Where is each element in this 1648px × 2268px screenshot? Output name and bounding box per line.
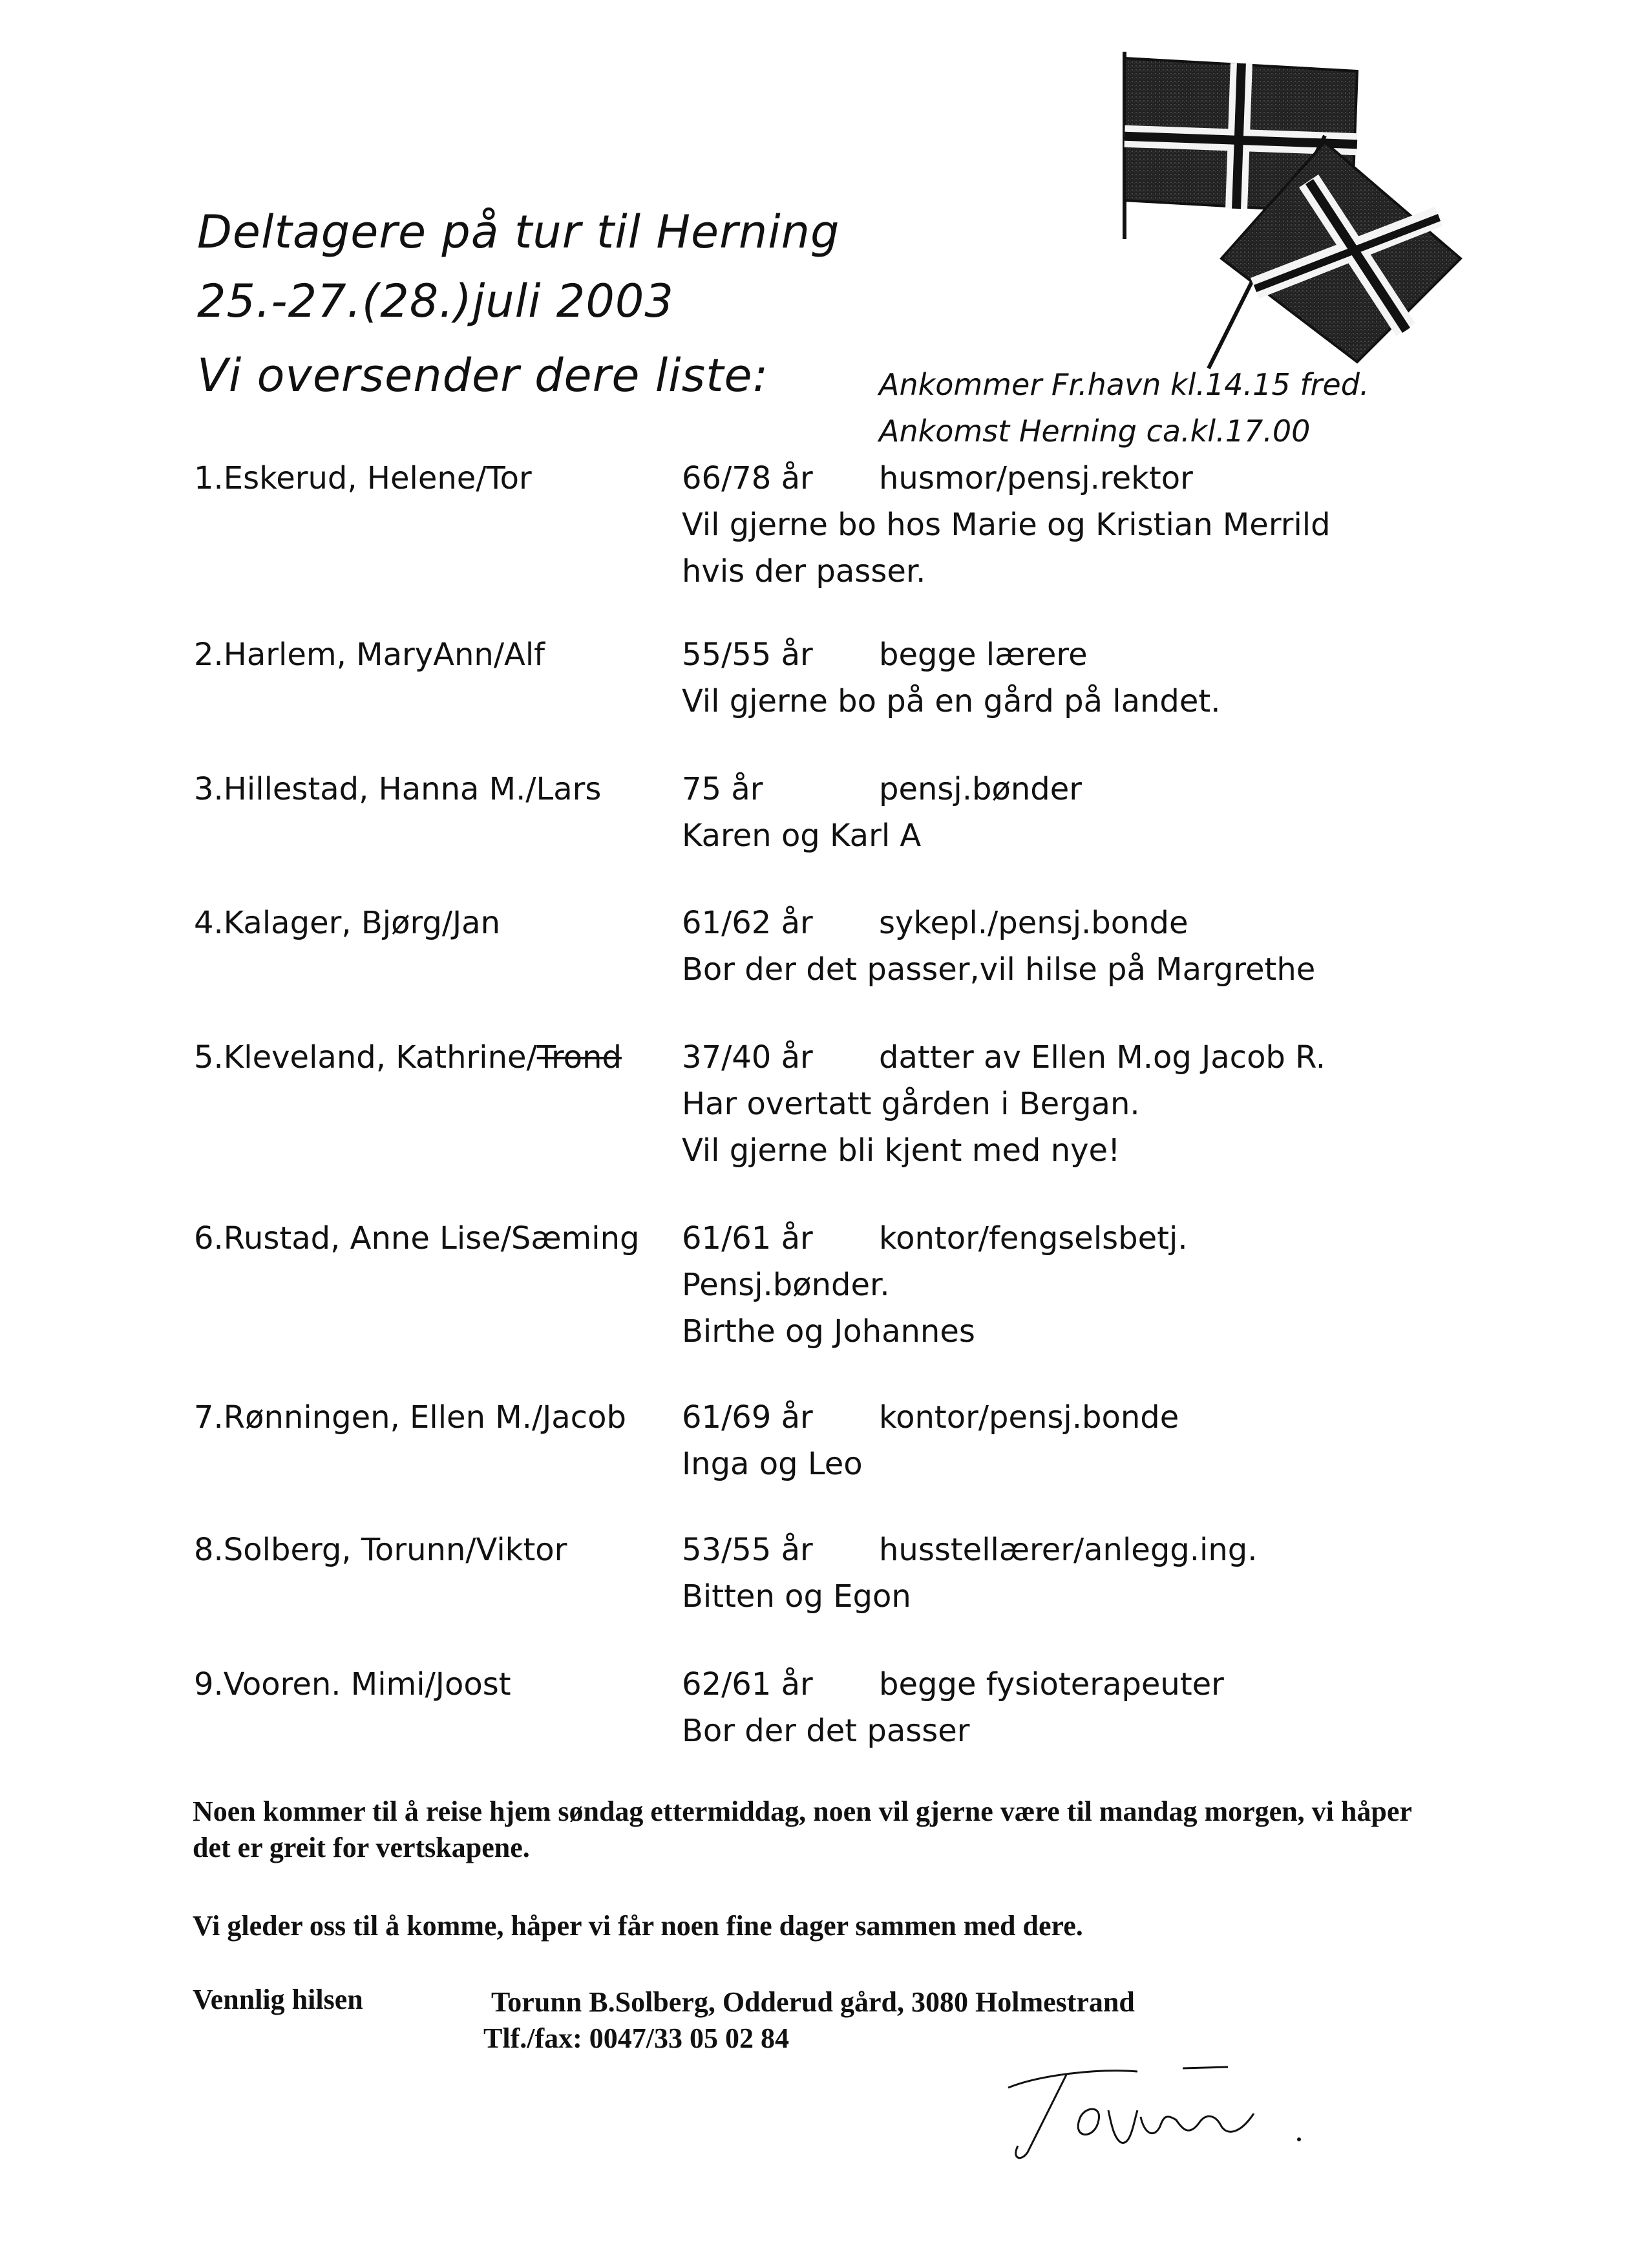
participant-name: 9.Vooren. Mimi/Joost [194, 1666, 511, 1702]
participant-entry-8 [194, 1532, 1486, 1625]
participant-note: Bitten og Egon [682, 1578, 911, 1615]
participant-occupation: begge fysioterapeuter [879, 1666, 1224, 1702]
participant-note: Pensj.bønder. [682, 1267, 890, 1303]
sender-phone: Tlf./fax: 0047/33 05 02 84 [483, 2022, 789, 2054]
participant-note: Bor der det passer,vil hilse på Margrethe [682, 951, 1316, 988]
participant-entry-9 [194, 1666, 1486, 1759]
participant-name: 3.Hillestad, Hanna M./Lars [194, 771, 602, 807]
participant-name-prefix: 5.Kleveland, Kathrine/ [194, 1039, 537, 1076]
participant-occupation: pensj.bønder [879, 771, 1083, 807]
participant-entry-6 [194, 1220, 1486, 1360]
participant-occupation: datter av Ellen M.og Jacob R. [879, 1039, 1326, 1076]
participant-name: 1.Eskerud, Helene/Tor [194, 460, 532, 496]
participant-name [194, 1039, 622, 1076]
participant-note: Vil gjerne bli kjent med nye! [682, 1132, 1121, 1169]
participant-entry-1 [194, 460, 1486, 600]
participant-age: 53/55 år [682, 1532, 813, 1568]
participant-note: hvis der passer. [682, 553, 926, 589]
participant-age: 61/61 år [682, 1220, 813, 1256]
arrival-line-2: Ankomst Herning ca.kl.17.00 [879, 414, 1311, 449]
participant-note: Inga og Leo [682, 1446, 863, 1482]
participant-age: 66/78 år [682, 460, 813, 496]
participant-occupation: husmor/pensj.rektor [879, 460, 1193, 496]
paragraph-looking-forward: Vi gleder oss til å komme, håper vi får noen fine dager sammen med dere. [193, 1910, 1083, 1942]
participant-occupation: sykepl./pensj.bonde [879, 905, 1188, 941]
participant-name: 4.Kalager, Bjørg/Jan [194, 905, 500, 941]
struck-name: Trond [536, 1039, 622, 1076]
participant-name: 8.Solberg, Torunn/Viktor [194, 1532, 567, 1568]
participant-occupation: husstellærer/anlegg.ing. [879, 1532, 1258, 1568]
participant-entry-2 [194, 637, 1486, 730]
participant-name: 2.Harlem, MaryAnn/Alf [194, 637, 545, 673]
participant-note: Birthe og Johannes [682, 1313, 975, 1350]
participant-age: 55/55 år [682, 637, 813, 673]
participant-occupation: kontor/fengselsbetj. [879, 1220, 1188, 1256]
title-line-2: 25.-27.(28.)juli 2003 [197, 275, 674, 328]
participant-occupation: kontor/pensj.bonde [879, 1399, 1179, 1436]
participant-entry-4 [194, 905, 1486, 998]
participant-note: Vil gjerne bo på en gård på landet. [682, 683, 1221, 719]
participant-age: 37/40 år [682, 1039, 813, 1076]
participant-occupation: begge lærere [879, 637, 1088, 673]
participant-entry-5 [194, 1039, 1486, 1179]
flags-illustration [1112, 45, 1474, 381]
title-line-3: Vi oversender dere liste: [197, 349, 769, 402]
participant-entry-7 [194, 1399, 1486, 1492]
sender-address: Torunn B.Solberg, Odderud gård, 3080 Holmestrand [491, 1986, 1135, 2018]
participant-note: Har overtatt gården i Bergan. [682, 1086, 1140, 1122]
participant-name: 7.Rønningen, Ellen M./Jacob [194, 1399, 626, 1436]
participant-age: 62/61 år [682, 1666, 813, 1702]
participant-age: 61/62 år [682, 905, 813, 941]
closing-greeting: Vennlig hilsen [193, 1984, 363, 2015]
participant-note: Bor der det passer [682, 1713, 970, 1749]
title-line-1: Deltagere på tur til Herning [197, 206, 840, 259]
participant-name: 6.Rustad, Anne Lise/Sæming [194, 1220, 640, 1256]
participant-entry-3 [194, 771, 1486, 864]
handwritten-signature [982, 2049, 1344, 2165]
participant-note: Vil gjerne bo hos Marie og Kristian Merrild [682, 507, 1331, 543]
arrival-line-1: Ankommer Fr.havn kl.14.15 fred. [879, 367, 1369, 402]
participant-age: 75 år [682, 771, 763, 807]
participant-age: 61/69 år [682, 1399, 813, 1436]
paragraph-hosts: Noen kommer til å reise hjem søndag ettermiddag, noen vil gjerne være til mandag morgen, vi håper det er greit for vertskapene. [193, 1796, 1412, 1863]
participant-note: Karen og Karl A [682, 818, 922, 854]
